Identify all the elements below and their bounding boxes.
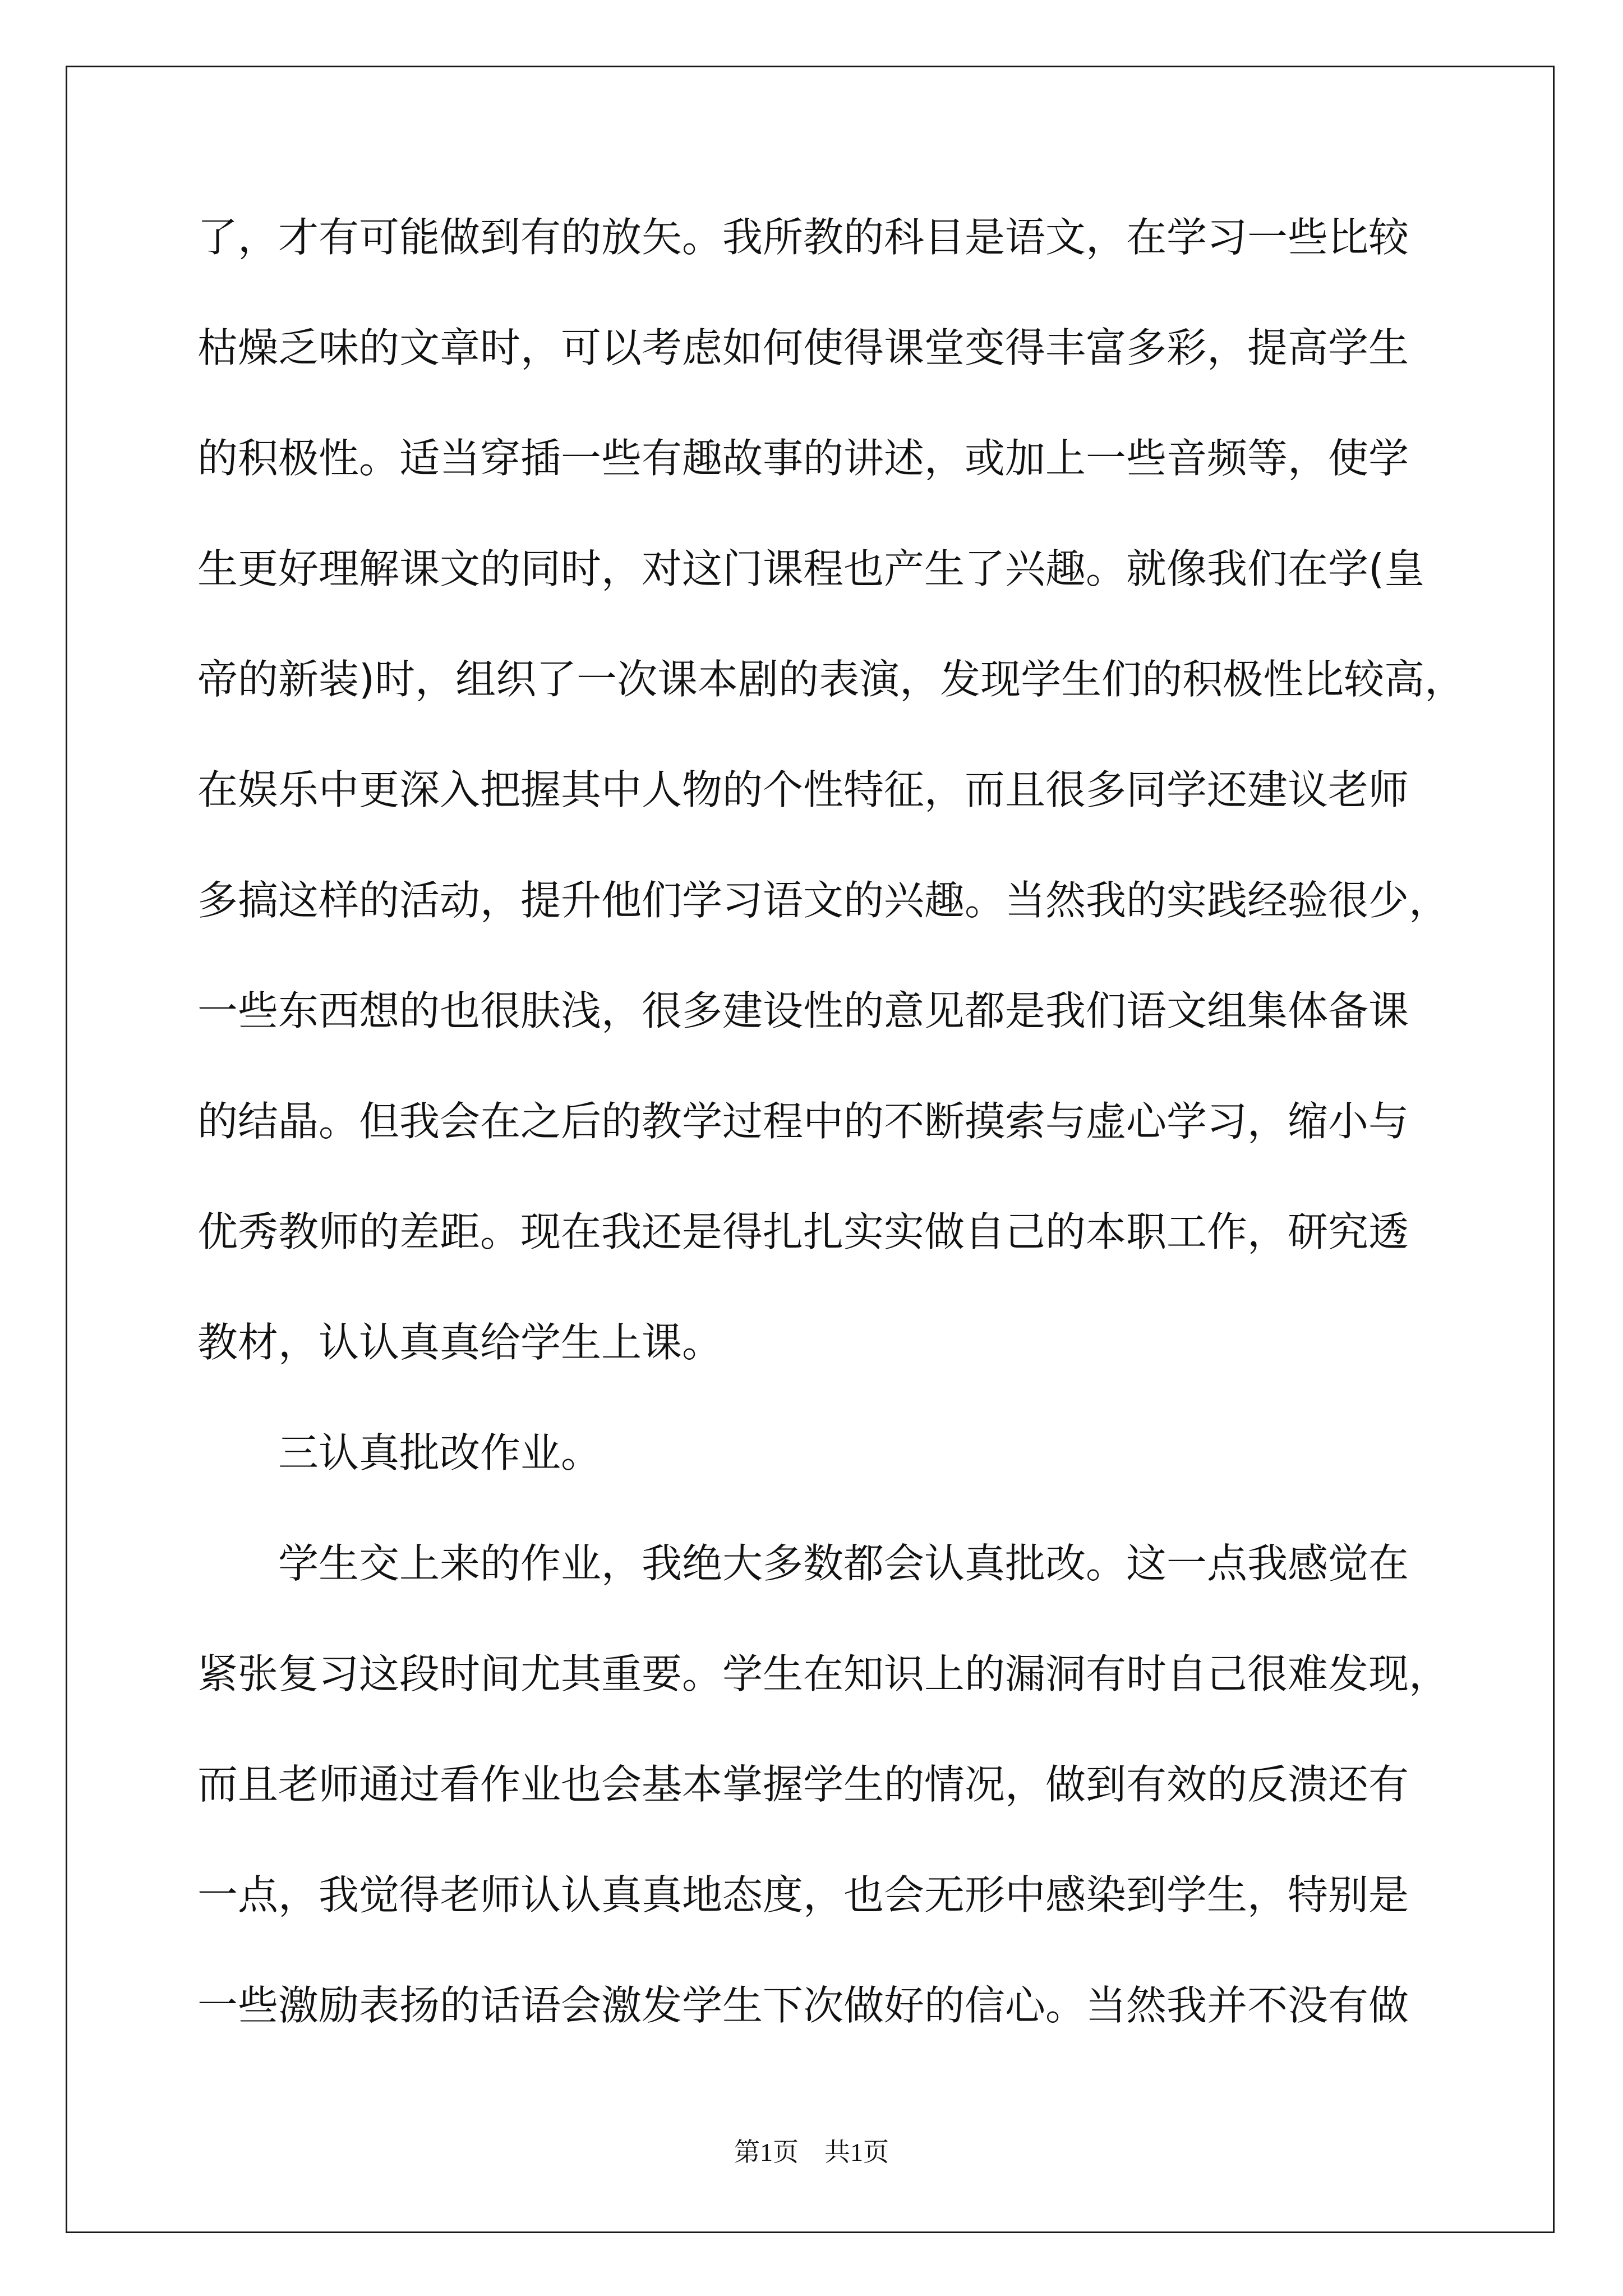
text-line: 生更好理解课文的同时，对这门课程也产生了兴趣。就像我们在学(皇 [197, 545, 1425, 592]
text-line: 帝的新装)时，组织了一次课本剧的表演，发现学生们的积极性比较高， [197, 656, 1465, 703]
text-line: 而且老师通过看作业也会基本掌握学生的情况，做到有效的反溃还有 [197, 1761, 1409, 1808]
text-line: 多搞这样的活动，提升他们学习语文的兴趣。当然我的实践经验很少， [197, 877, 1450, 924]
text-line: 一些激励表扬的话语会激发学生下次做好的信心。当然我并不没有做 [197, 1982, 1409, 2029]
text-line: 的积极性。适当穿插一些有趣故事的讲述，或加上一些音频等，使学 [197, 435, 1409, 482]
text-line: 了，才有可能做到有的放矢。我所教的科目是语文，在学习一些比较 [197, 214, 1409, 261]
text-line: 优秀教师的差距。现在我还是得扎扎实实做自己的本职工作，研究透 [197, 1208, 1409, 1255]
text-line: 的结晶。但我会在之后的教学过程中的不断摸索与虚心学习，缩小与 [197, 1098, 1409, 1145]
document-body [197, 201, 1465, 2079]
text-line: 教材，认认真真给学生上课。 [197, 1319, 723, 1366]
section-heading: 三认真批改作业。 [197, 1429, 602, 1476]
text-line: 一点，我觉得老师认认真真地态度，也会无形中感染到学生，特别是 [197, 1871, 1409, 1918]
text-line: 枯燥乏味的文章时，可以考虑如何使得课堂变得丰富多彩，提高学生 [197, 324, 1409, 371]
text-line: 学生交上来的作业，我绝大多数都会认真批改。这一点我感觉在 [197, 1540, 1409, 1587]
text-line: 一些东西想的也很肤浅，很多建设性的意见都是我们语文组集体备课 [197, 987, 1409, 1034]
text-line: 在娱乐中更深入把握其中人物的个性特征，而且很多同学还建议老师 [197, 766, 1409, 813]
text-line: 紧张复习这段时间尤其重要。学生在知识上的漏洞有时自己很难发现， [197, 1650, 1450, 1697]
page-number-footer: 第1页 共1页 [734, 2138, 889, 2166]
